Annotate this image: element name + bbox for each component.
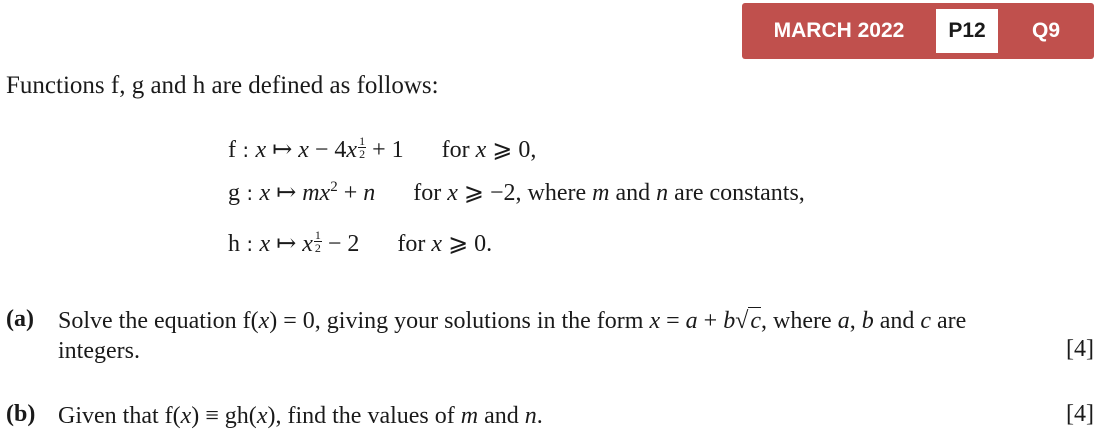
part-a-text: Solve the equation f(x) = 0, giving your solutions in the form x = a + b√c, where a, b and c are integers. — [58, 308, 967, 364]
tag-paper: P12 — [936, 9, 998, 53]
part-a-label: (a) — [6, 306, 34, 332]
definition-g-domain: for x ⩾ −2, where m and n are constants, — [413, 180, 805, 206]
definition-g: g : x ↦ $mx^2 + n$ for x ⩾ −2, where m and n are constants, — [228, 179, 805, 206]
definition-f: f : x ↦ x − 4x $\frac{1}{2}$ + 1 for x ⩾ 0, — [228, 134, 537, 163]
intro-text: Functions f, g and h are defined as follows: — [6, 72, 439, 99]
part-b-marks: [4] — [1066, 401, 1094, 427]
definition-h: h : x ↦ x $\frac{1}{2}$ − 2 for x ⩾ 0. — [228, 228, 493, 257]
part-b-label: (b) — [6, 401, 36, 427]
part-a-marks: [4] — [1066, 336, 1094, 362]
tag-question: Q9 — [1031, 19, 1060, 42]
definition-h-domain: for x ⩾ 0. — [397, 231, 493, 257]
tag-month: MARCH 2022 — [773, 19, 905, 42]
question-tag — [742, 3, 1094, 59]
definition-f-domain: for x ⩾ 0, — [441, 137, 537, 163]
part-b-text: Given that f(x) ≡ gh(x), find the values of m and n. — [58, 403, 543, 429]
